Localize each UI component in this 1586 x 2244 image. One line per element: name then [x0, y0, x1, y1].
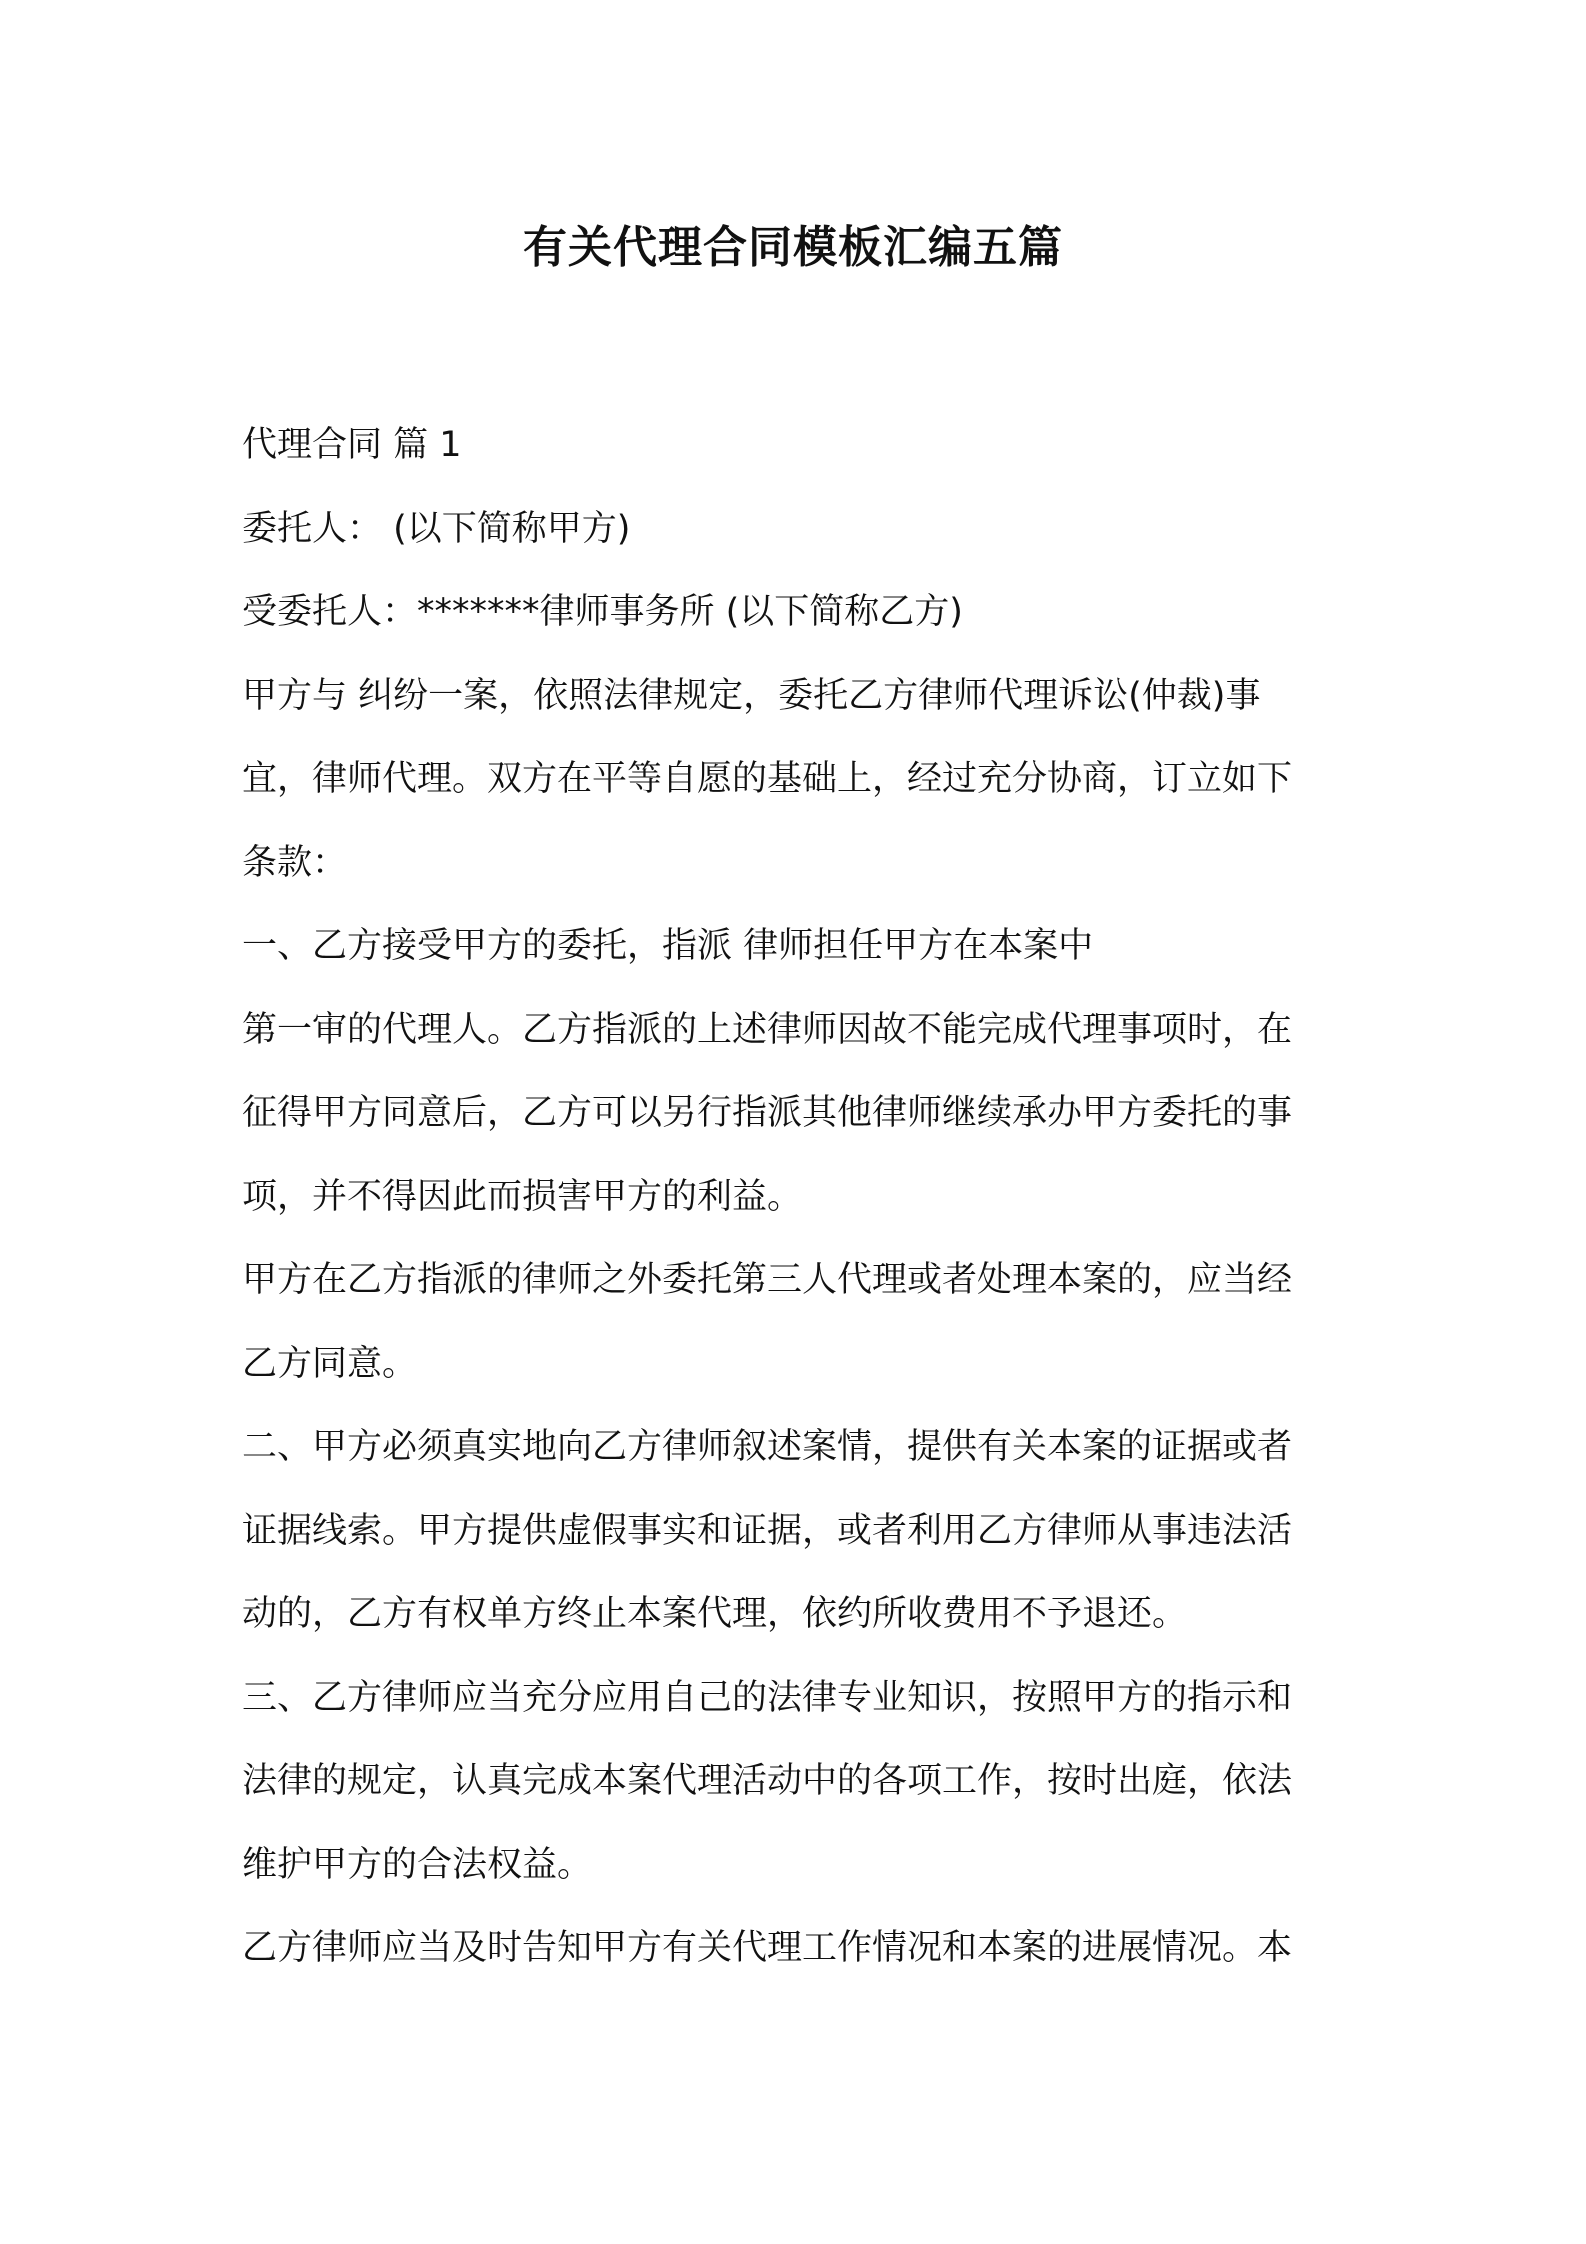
body-line: 甲方在乙方指派的律师之外委托第三人代理或者处理本案的，应当经 — [242, 1260, 1293, 1300]
principal-line: 委托人： (以下简称甲方) — [242, 508, 631, 549]
clause-1-line: 一、乙方接受甲方的委托，指派 律师担任甲方在本案中 — [242, 926, 1094, 966]
body-line: 条款： — [242, 842, 348, 883]
body-line: 维护甲方的合法权益。 — [242, 1844, 593, 1885]
body-line: 征得甲方同意后，乙方可以另行指派其他律师继续承办甲方委托的事 — [242, 1093, 1293, 1133]
clause-3-line: 三、乙方律师应当充分应用自己的法律专业知识，按照甲方的指示和 — [242, 1677, 1293, 1718]
body-line: 动的，乙方有权单方终止本案代理，依约所收费用不予退还。 — [242, 1594, 1188, 1634]
document-body — [242, 404, 1360, 1991]
document-title: 有关代理合同模板汇编五篇 — [523, 222, 1063, 273]
body-line: 宜，律师代理。双方在平等自愿的基础上，经过充分协商，订立如下 — [242, 759, 1293, 799]
body-line: 乙方律师应当及时告知甲方有关代理工作情况和本案的进展情况。本 — [242, 1928, 1293, 1968]
body-line: 法律的规定，认真完成本案代理活动中的各项工作，按时出庭，依法 — [242, 1761, 1293, 1801]
body-line: 第一审的代理人。乙方指派的上述律师因故不能完成代理事项时，在 — [242, 1009, 1293, 1050]
body-line: 项，并不得因此而损害甲方的利益。 — [242, 1176, 803, 1217]
body-line: 乙方同意。 — [242, 1343, 418, 1384]
agent-line: 受委托人：*******律师事务所 (以下简称乙方) — [242, 592, 963, 632]
body-line: 证据线索。甲方提供虚假事实和证据，或者利用乙方律师从事违法活 — [242, 1510, 1293, 1551]
body-line: 甲方与 纠纷一案，依照法律规定，委托乙方律师代理诉讼(仲裁)事 — [242, 675, 1261, 716]
section-heading: 代理合同 篇 1 — [242, 425, 462, 465]
clause-2-line: 二、甲方必须真实地向乙方律师叙述案情，提供有关本案的证据或者 — [242, 1427, 1293, 1467]
